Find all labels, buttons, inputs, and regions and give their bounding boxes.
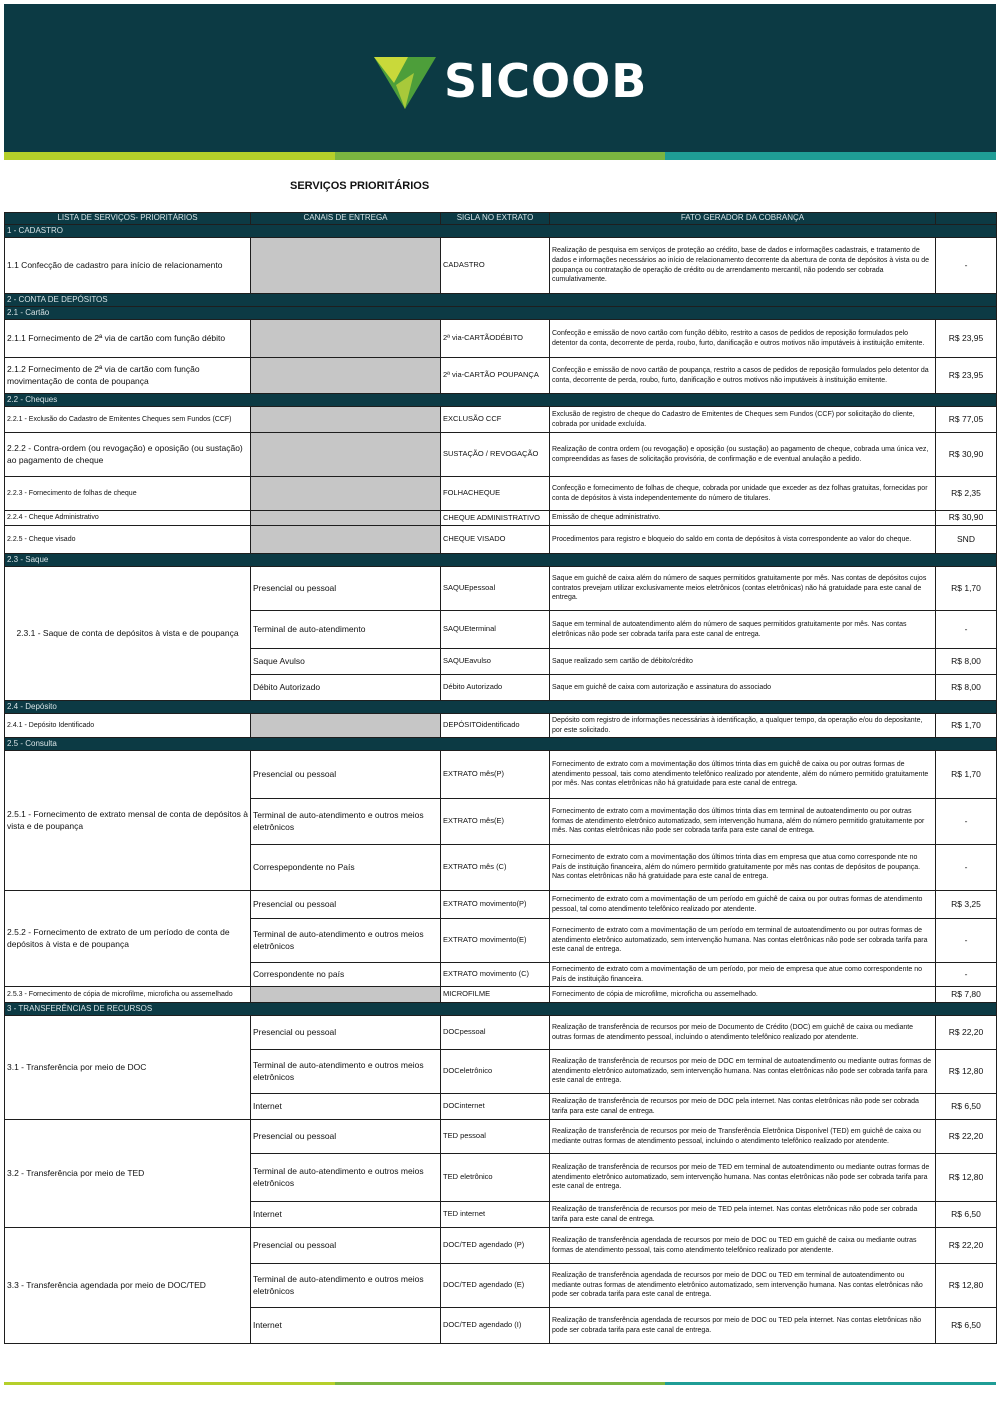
service-name: 2.2.3 - Fornecimento de folhas de cheque <box>5 477 251 511</box>
service-name: 2.4.1 - Depósito Identificado <box>5 714 251 738</box>
price-cell: R$ 22,20 <box>936 1228 997 1264</box>
sigla-cell: 2ª via-CARTÃODÉBITO <box>441 320 550 358</box>
channel-cell: Terminal de auto-atendimento e outros meios eletrônicos <box>251 1154 441 1202</box>
sigla-cell: EXCLUSÃO CCF <box>441 407 550 433</box>
sigla-cell: DOC/TED agendado (E) <box>441 1264 550 1308</box>
sicoob-logo <box>374 50 647 112</box>
description-cell: Depósito com registro de informações necessárias à identificação, a qualquer tempo, da operação e/ou do depositante, por este solicitado. <box>550 714 936 738</box>
table-row <box>5 477 997 511</box>
description-cell: Realização de contra ordem (ou revogação) e oposição (ou sustação) ao pagamento de cheque, cobrada uma única vez, compreendidas as fases de solicitação provisória, de confirmação e de eventual anulação a pedido. <box>550 433 936 477</box>
col-header-sigla: SIGLA NO EXTRATO <box>441 213 550 225</box>
description-cell: Realização de transferência agendada de recursos por meio de DOC ou TED em guichê de caixa ou mediante outras formas de atendimento pessoal, tais como atendimento telefônico realizado por atendente. <box>550 1228 936 1264</box>
service-name: 3.2 - Transferência por meio de TED <box>5 1120 251 1228</box>
service-name: 2.2.1 - Exclusão do Cadastro de Emitentes Cheques sem Fundos (CCF) <box>5 407 251 433</box>
price-cell: R$ 6,50 <box>936 1202 997 1228</box>
logo-wordmark: SICOOB <box>444 54 648 108</box>
channel-cell: Terminal de auto-atendimento e outros meios eletrônicos <box>251 919 441 963</box>
service-name: 2.5.2 - Fornecimento de extrato de um período de conta de depósitos à vista e de poupança <box>5 891 251 987</box>
price-cell: - <box>936 611 997 649</box>
description-cell: Realização de pesquisa em serviços de proteção ao crédito, base de dados e informações cadastrais, e tratamento de dados e informações necessários ao início de relacionamento decorrente da abertura de conta de depósitos à vista ou de poupança ou contratação de operação de crédito ou de arrendamento mercantil, não podendo ser cobrada cumulativamente. <box>550 238 936 294</box>
service-name: 3.1 - Transferência por meio de DOC <box>5 1016 251 1120</box>
table-row <box>5 511 997 526</box>
channel-cell-empty <box>251 511 441 526</box>
channel-cell: Presencial ou pessoal <box>251 1120 441 1154</box>
channel-cell: Débito Autorizado <box>251 675 441 701</box>
color-stripes <box>4 152 996 160</box>
description-cell: Procedimentos para registro e bloqueio do saldo em conta de depósitos à vista correspondente ao valor do cheque. <box>550 526 936 554</box>
bottom-stripes <box>4 1382 996 1385</box>
description-cell: Confecção e fornecimento de folhas de cheque, cobrada por unidade que exceder as dez folhas gratuitas, fornecidas por conta de depósitos à vista independentemente do número de titulares. <box>550 477 936 511</box>
description-cell: Saque em guichê de caixa com autorização e assinatura do associado <box>550 675 936 701</box>
channel-cell: Presencial ou pessoal <box>251 567 441 611</box>
sigla-cell: DOC/TED agendado (I) <box>441 1308 550 1344</box>
section-label: 2 - CONTA DE DEPÓSITOS <box>5 294 997 307</box>
price-cell: R$ 8,00 <box>936 649 997 675</box>
price-cell: - <box>936 238 997 294</box>
price-cell: R$ 7,80 <box>936 987 997 1003</box>
sigla-cell: EXTRATO movimento(E) <box>441 919 550 963</box>
sigla-cell: DOC/TED agendado (P) <box>441 1228 550 1264</box>
table-row <box>5 358 997 394</box>
sigla-cell: 2ª via-CARTÃO POUPANÇA <box>441 358 550 394</box>
table-header-row <box>5 213 997 225</box>
service-name: 2.2.2 - Contra-ordem (ou revogação) e oposição (ou sustação) ao pagamento de cheque <box>5 433 251 477</box>
description-cell: Saque em terminal de autoatendimento além do número de saques permitidos gratuitamente por mês. Nas contas eletrônicas não pode ser cobrada tarifa para este canal de entrega. <box>550 611 936 649</box>
sigla-cell: SUSTAÇÃO / REVOGAÇÃO <box>441 433 550 477</box>
section-label: 1 - CADASTRO <box>5 225 997 238</box>
description-cell: Realização de transferência agendada de recursos por meio de DOC ou TED em terminal de autoatendimento ou mediante outras formas de atendimento eletrônico automatizado, sem intervenção humana. Nas contas eletrônicas não pode ser cobrada tarifa para este canal de entrega. <box>550 1264 936 1308</box>
price-cell: R$ 2,35 <box>936 477 997 511</box>
sigla-cell: MICROFILME <box>441 987 550 1003</box>
sigla-cell: SAQUEavulso <box>441 649 550 675</box>
sigla-cell: SAQUEpessoal <box>441 567 550 611</box>
description-cell: Confecção e emissão de novo cartão com função débito, restrito a casos de pedidos de reposição formulados pelo detentor da conta, decorrente de perda, roubo, furto, danificação e outros motivos não imputáveis à instituição emitente. <box>550 320 936 358</box>
description-cell: Realização de transferência de recursos por meio de DOC em terminal de autoatendimento ou mediante outras formas de atendimento eletrônico automatizado, sem intervenção humana. Nas contas eletrônicas não pode ser cobrada tarifa para este canal de entrega. <box>550 1050 936 1094</box>
description-cell: Fornecimento de extrato com a movimentação de um período em terminal de autoatendimento ou por outras formas de atendimento eletrônico automatizado, sem intervenção humana. Nas contas eletrônicas não pode ser cobrada tarifa para este canal de entrega. <box>550 919 936 963</box>
channel-cell-empty <box>251 320 441 358</box>
sigla-cell: EXTRATO movimento (C) <box>441 963 550 987</box>
channel-cell-empty <box>251 714 441 738</box>
section-row <box>5 701 997 714</box>
sigla-cell: FOLHACHEQUE <box>441 477 550 511</box>
price-cell: R$ 12,80 <box>936 1050 997 1094</box>
price-cell: R$ 22,20 <box>936 1016 997 1050</box>
channel-cell: Saque Avulso <box>251 649 441 675</box>
table-row <box>5 320 997 358</box>
description-cell: Saque realizado sem cartão de débito/crédito <box>550 649 936 675</box>
sigla-cell: DOCpessoal <box>441 1016 550 1050</box>
price-cell: R$ 1,70 <box>936 567 997 611</box>
price-cell: R$ 23,95 <box>936 358 997 394</box>
channel-cell-empty <box>251 987 441 1003</box>
service-name: 2.5.3 - Fornecimento de cópia de microfilme, microficha ou assemelhado <box>5 987 251 1003</box>
sicoob-logo-icon <box>374 53 436 109</box>
section-label: 3 - TRANSFERÊNCIAS DE RECURSOS <box>5 1003 997 1016</box>
price-cell: - <box>936 799 997 845</box>
section-row <box>5 554 997 567</box>
services-table <box>4 212 997 1344</box>
document-title: SERVIÇOS PRIORITÁRIOS <box>290 180 430 192</box>
channel-cell: Terminal de auto-atendimento e outros meios eletrônicos <box>251 1264 441 1308</box>
table-row <box>5 714 997 738</box>
price-cell: - <box>936 919 997 963</box>
channel-cell: Correspepondente no País <box>251 845 441 891</box>
description-cell: Fornecimento de extrato com a movimentação de um período, por meio de empresa que atue como correspondente no País de instituição financeira. <box>550 963 936 987</box>
col-header-services: LISTA DE SERVIÇOS- PRIORITÁRIOS <box>5 213 251 225</box>
service-name: 2.2.4 - Cheque Administrativo <box>5 511 251 526</box>
col-header-channels: CANAIS DE ENTREGA <box>251 213 441 225</box>
channel-cell: Terminal de auto-atendimento e outros meios eletrônicos <box>251 1050 441 1094</box>
section-row <box>5 307 997 320</box>
header-banner <box>4 4 996 152</box>
service-name: 2.1.1 Fornecimento de 2ª via de cartão com função débito <box>5 320 251 358</box>
price-cell: R$ 12,80 <box>936 1154 997 1202</box>
description-cell: Realização de transferência de recursos por meio de TED pela internet. Nas contas eletrônicas não pode ser cobrada tarifa para este canal de entrega. <box>550 1202 936 1228</box>
table-row <box>5 433 997 477</box>
channel-cell: Terminal de auto-atendimento <box>251 611 441 649</box>
sigla-cell: TED internet <box>441 1202 550 1228</box>
description-cell: Exclusão de registro de cheque do Cadastro de Emitentes de Cheques sem Fundos (CCF) por solicitação do cliente, cobrada por unidade excluída. <box>550 407 936 433</box>
sigla-cell: DOCinternet <box>441 1094 550 1120</box>
col-header-description: FATO GERADOR DA COBRANÇA <box>550 213 936 225</box>
sigla-cell: SAQUEterminal <box>441 611 550 649</box>
price-cell: SND <box>936 526 997 554</box>
price-cell: - <box>936 845 997 891</box>
service-name: 3.3 - Transferência agendada por meio de DOC/TED <box>5 1228 251 1344</box>
table-row <box>5 987 997 1003</box>
description-cell: Realização de transferência agendada de recursos por meio de DOC ou TED pela internet. Nas contas eletrônicas não pode ser cobrada tarifa para este canal de entrega. <box>550 1308 936 1344</box>
description-cell: Saque em guichê de caixa além do número de saques permitidos gratuitamente por mês. Nas contas de depósitos cujos contratos prevejam utilizar exclusivamente meios eletrônicos (contas eletrônicas) não há gratuidade para este canal de entrega. <box>550 567 936 611</box>
price-cell: R$ 6,50 <box>936 1308 997 1344</box>
channel-cell-empty <box>251 238 441 294</box>
channel-cell-empty <box>251 407 441 433</box>
price-cell: R$ 22,20 <box>936 1120 997 1154</box>
table-row <box>5 1120 997 1154</box>
table-row <box>5 407 997 433</box>
price-cell: R$ 30,90 <box>936 511 997 526</box>
table-row <box>5 751 997 799</box>
section-row <box>5 738 997 751</box>
sigla-cell: EXTRATO movimento(P) <box>441 891 550 919</box>
description-cell: Fornecimento de cópia de microfilme, microficha ou assemelhado. <box>550 987 936 1003</box>
section-label: 2.3 - Saque <box>5 554 997 567</box>
table-row <box>5 238 997 294</box>
channel-cell: Internet <box>251 1308 441 1344</box>
price-cell: R$ 3,25 <box>936 891 997 919</box>
description-cell: Fornecimento de extrato com a movimentação dos últimos trinta dias em empresa que atua como corresponde nte no País de instituição financeira, além do número permitido gratuitamente por mês nas contas de depósitos de poupança. Nas contas eletrônicas não há gratuidade para este canal de entrega. <box>550 845 936 891</box>
channel-cell: Internet <box>251 1094 441 1120</box>
channel-cell: Presencial ou pessoal <box>251 891 441 919</box>
service-name: 2.5.1 - Fornecimento de extrato mensal de conta de depósitos à vista e de poupança <box>5 751 251 891</box>
table-row <box>5 567 997 611</box>
channel-cell-empty <box>251 358 441 394</box>
price-cell: R$ 1,70 <box>936 714 997 738</box>
section-label: 2.1 - Cartão <box>5 307 997 320</box>
service-name: 2.3.1 - Saque de conta de depósitos à vista e de poupança <box>5 567 251 701</box>
description-cell: Realização de transferência de recursos por meio de DOC pela internet. Nas contas eletrônicas não pode ser cobrada tarifa para este canal de entrega. <box>550 1094 936 1120</box>
price-cell: R$ 12,80 <box>936 1264 997 1308</box>
sigla-cell: Débito Autorizado <box>441 675 550 701</box>
table-row <box>5 1228 997 1264</box>
sigla-cell: TED pessoal <box>441 1120 550 1154</box>
price-cell: R$ 77,05 <box>936 407 997 433</box>
table-row <box>5 1016 997 1050</box>
col-header-price <box>936 213 997 225</box>
description-cell: Realização de transferência de recursos por meio de TED em terminal de autoatendimento ou mediante outras formas de atendimento eletrônico automatizado, sem intervenção humana. Nas contas eletrônicas não pode ser cobrada tarifa para este canal de entrega. <box>550 1154 936 1202</box>
section-row <box>5 1003 997 1016</box>
description-cell: Realização de transferência de recursos por meio de Transferência Eletrônica Disponível (TED) em guichê de caixa ou mediante outras formas de atendimento pessoal, incluindo o atendimento telefônico realizado por atendente. <box>550 1120 936 1154</box>
table-row <box>5 891 997 919</box>
section-row <box>5 225 997 238</box>
description-cell: Realização de transferência de recursos por meio de Documento de Crédito (DOC) em guichê de caixa ou mediante outras formas de atendimento pessoal, incluindo o atendimento telefônico realizado por atendente. <box>550 1016 936 1050</box>
sigla-cell: TED eletrônico <box>441 1154 550 1202</box>
description-cell: Fornecimento de extrato com a movimentação dos últimos trinta dias em guichê de caixa ou por outras formas de atendimento pessoal, tais como atendimento telefônico realizado por atendente, além do número permitido gratuitamente por mês. Nas contas eletrônicas não há gratuidade para este canal de entrega. <box>550 751 936 799</box>
table-body <box>5 225 997 1344</box>
table-row <box>5 526 997 554</box>
price-cell: - <box>936 963 997 987</box>
sigla-cell: CADASTRO <box>441 238 550 294</box>
price-cell: R$ 1,70 <box>936 751 997 799</box>
sigla-cell: EXTRATO mês (C) <box>441 845 550 891</box>
sigla-cell: CHEQUE VISADO <box>441 526 550 554</box>
description-cell: Emissão de cheque administrativo. <box>550 511 936 526</box>
channel-cell-empty <box>251 477 441 511</box>
sigla-cell: EXTRATO mês(E) <box>441 799 550 845</box>
channel-cell: Presencial ou pessoal <box>251 1228 441 1264</box>
description-cell: Fornecimento de extrato com a movimentação de um período em guichê de caixa ou por outras formas de atendimento pessoal, tal como atendimento telefônico realizado por atendente. <box>550 891 936 919</box>
channel-cell: Terminal de auto-atendimento e outros meios eletrônicos <box>251 799 441 845</box>
sigla-cell: DOCeletrônico <box>441 1050 550 1094</box>
price-cell: R$ 23,95 <box>936 320 997 358</box>
sigla-cell: CHEQUE ADMINISTRATIVO <box>441 511 550 526</box>
section-label: 2.4 - Depósito <box>5 701 997 714</box>
service-name: 2.2.5 - Cheque visado <box>5 526 251 554</box>
section-label: 2.5 - Consulta <box>5 738 997 751</box>
price-cell: R$ 30,90 <box>936 433 997 477</box>
price-cell: R$ 6,50 <box>936 1094 997 1120</box>
service-name: 2.1.2 Fornecimento de 2ª via de cartão com função movimentação de conta de poupança <box>5 358 251 394</box>
section-row <box>5 394 997 407</box>
price-cell: R$ 8,00 <box>936 675 997 701</box>
channel-cell-empty <box>251 526 441 554</box>
description-cell: Fornecimento de extrato com a movimentação dos últimos trinta dias em terminal de autoatendimento ou por outras formas de atendimento eletrônico automatizado, sem intervenção humana, além do número permitido gratuitamente por mês. Nas contas eletrônicas não pode ser cobrada tarifa para este canal de entrega. <box>550 799 936 845</box>
channel-cell: Correspondente no país <box>251 963 441 987</box>
description-cell: Confecção e emissão de novo cartão de poupança, restrito a casos de pedidos de reposição formulados pelo detentor da conta, decorrente de perda, roubo, furto, danificação e outros motivos não imputáveis à instituição emitente. <box>550 358 936 394</box>
section-label: 2.2 - Cheques <box>5 394 997 407</box>
sigla-cell: DEPÓSITOidentificado <box>441 714 550 738</box>
sigla-cell: EXTRATO mês(P) <box>441 751 550 799</box>
channel-cell: Presencial ou pessoal <box>251 1016 441 1050</box>
section-row <box>5 294 997 307</box>
service-name: 1.1 Confecção de cadastro para início de relacionamento <box>5 238 251 294</box>
channel-cell-empty <box>251 433 441 477</box>
channel-cell: Internet <box>251 1202 441 1228</box>
channel-cell: Presencial ou pessoal <box>251 751 441 799</box>
